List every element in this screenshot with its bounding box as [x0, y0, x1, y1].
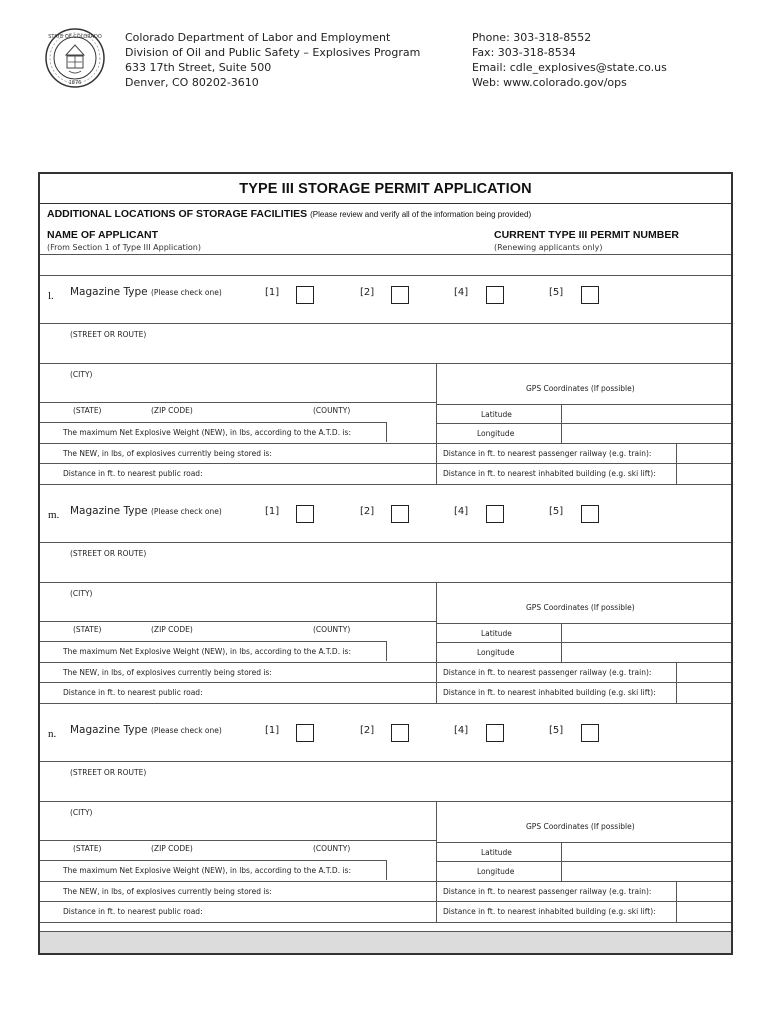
- option-1-label: [1]: [265, 287, 280, 298]
- agency-contact: [472, 30, 667, 90]
- option-5-label: [5]: [549, 725, 564, 736]
- latitude-label: Latitude: [481, 848, 512, 857]
- storage-location-block: [40, 277, 731, 496]
- inhabited-distance-label: Distance in ft. to nearest inhabited building (e.g. ski lift):: [443, 907, 656, 916]
- location-index: m.: [48, 509, 60, 521]
- location-index: l.: [48, 290, 54, 302]
- max-new-label: The maximum Net Explosive Weight (NEW), in lbs, according to the A.T.D. is:: [63, 647, 351, 656]
- county-label: (COUNTY): [313, 625, 351, 634]
- railway-distance-label: Distance in ft. to nearest passenger railway (e.g. train):: [443, 887, 652, 896]
- agency-city: Denver, CO 80202-3610: [125, 76, 259, 89]
- magazine-type-note: (Please check one): [150, 726, 222, 735]
- new-stored-label: The NEW, in lbs, of explosives currently being stored is:: [63, 887, 272, 896]
- magazine-type-5-checkbox[interactable]: [581, 505, 599, 523]
- zip-label: (ZIP CODE): [151, 844, 193, 853]
- magazine-type-2-checkbox[interactable]: [391, 505, 409, 523]
- inhabited-distance-label: Distance in ft. to nearest inhabited building (e.g. ski lift):: [443, 688, 656, 697]
- state-label: (STATE): [73, 625, 102, 634]
- new-stored-label: The NEW, in lbs, of explosives currently being stored is:: [63, 449, 272, 458]
- public-road-distance-label: Distance in ft. to nearest public road:: [63, 688, 203, 697]
- option-2-label: [2]: [360, 506, 375, 517]
- magazine-type-text: Magazine Type: [70, 286, 148, 298]
- magazine-type-label: [70, 724, 222, 736]
- magazine-type-4-checkbox[interactable]: [486, 505, 504, 523]
- magazine-type-1-checkbox[interactable]: [296, 505, 314, 523]
- form-title: TYPE III STORAGE PERMIT APPLICATION: [40, 174, 731, 204]
- name-of-applicant-note: (From Section 1 of Type III Application): [47, 243, 201, 252]
- street-label: (STREET OR ROUTE): [70, 330, 147, 339]
- longitude-label: Longitude: [477, 429, 515, 438]
- longitude-label: Longitude: [477, 867, 515, 876]
- contact-web: Web: www.colorado.gov/ops: [472, 76, 627, 89]
- inhabited-distance-label: Distance in ft. to nearest inhabited building (e.g. ski lift):: [443, 469, 656, 478]
- gps-label: GPS Coordinates (If possible): [526, 603, 635, 612]
- magazine-type-1-checkbox[interactable]: [296, 286, 314, 304]
- magazine-type-4-checkbox[interactable]: [486, 724, 504, 742]
- magazine-type-2-checkbox[interactable]: [391, 286, 409, 304]
- agency-address: [125, 30, 420, 90]
- option-1-label: [1]: [265, 506, 280, 517]
- zip-label: (ZIP CODE): [151, 406, 193, 415]
- contact-phone: Phone: 303-318-8552: [472, 31, 592, 44]
- magazine-type-5-checkbox[interactable]: [581, 286, 599, 304]
- county-label: (COUNTY): [313, 844, 351, 853]
- colorado-state-seal-icon: [44, 27, 106, 89]
- longitude-label: Longitude: [477, 648, 515, 657]
- magazine-type-1-checkbox[interactable]: [296, 724, 314, 742]
- public-road-distance-label: Distance in ft. to nearest public road:: [63, 469, 203, 478]
- option-1-label: [1]: [265, 725, 280, 736]
- option-2-label: [2]: [360, 287, 375, 298]
- city-label: (CITY): [70, 370, 93, 379]
- permit-number-label: CURRENT TYPE III PERMIT NUMBER: [494, 229, 679, 241]
- magazine-type-text: Magazine Type: [70, 724, 148, 736]
- permit-form: [38, 172, 733, 955]
- location-index: n.: [48, 728, 57, 740]
- magazine-type-label: [70, 505, 222, 517]
- applicant-input-row[interactable]: [40, 254, 731, 276]
- storage-location-block: [40, 715, 731, 934]
- new-stored-label: The NEW, in lbs, of explosives currently being stored is:: [63, 668, 272, 677]
- option-4-label: [4]: [454, 287, 469, 298]
- magazine-type-label: [70, 286, 222, 298]
- public-road-distance-label: Distance in ft. to nearest public road:: [63, 907, 203, 916]
- svg-text:STATE OF COLORADO: STATE OF COLORADO: [48, 34, 102, 40]
- city-label: (CITY): [70, 589, 93, 598]
- gps-label: GPS Coordinates (If possible): [526, 822, 635, 831]
- max-new-label: The maximum Net Explosive Weight (NEW), in lbs, according to the A.T.D. is:: [63, 428, 351, 437]
- permit-number-note: (Renewing applicants only): [494, 243, 603, 252]
- gps-label: GPS Coordinates (If possible): [526, 384, 635, 393]
- agency-name: Colorado Department of Labor and Employment: [125, 31, 391, 44]
- option-2-label: [2]: [360, 725, 375, 736]
- magazine-type-text: Magazine Type: [70, 505, 148, 517]
- agency-street: 633 17th Street, Suite 500: [125, 61, 272, 74]
- contact-email: Email: cdle_explosives@state.co.us: [472, 61, 667, 74]
- street-label: (STREET OR ROUTE): [70, 549, 147, 558]
- city-label: (CITY): [70, 808, 93, 817]
- option-5-label: [5]: [549, 287, 564, 298]
- street-label: (STREET OR ROUTE): [70, 768, 147, 777]
- magazine-type-4-checkbox[interactable]: [486, 286, 504, 304]
- railway-distance-label: Distance in ft. to nearest passenger railway (e.g. train):: [443, 668, 652, 677]
- magazine-type-note: (Please check one): [150, 507, 222, 516]
- name-of-applicant-label: NAME OF APPLICANT: [47, 229, 159, 241]
- railway-distance-label: Distance in ft. to nearest passenger railway (e.g. train):: [443, 449, 652, 458]
- state-label: (STATE): [73, 844, 102, 853]
- magazine-type-note: (Please check one): [150, 288, 222, 297]
- letterhead: [0, 0, 770, 110]
- form-footer-bar: [40, 931, 731, 953]
- agency-division: Division of Oil and Public Safety – Explosives Program: [125, 46, 421, 59]
- section-title: ADDITIONAL LOCATIONS OF STORAGE FACILITIES: [47, 208, 308, 220]
- magazine-type-5-checkbox[interactable]: [581, 724, 599, 742]
- latitude-label: Latitude: [481, 410, 512, 419]
- zip-label: (ZIP CODE): [151, 625, 193, 634]
- svg-text:1876: 1876: [68, 80, 82, 86]
- storage-location-block: [40, 496, 731, 715]
- option-4-label: [4]: [454, 506, 469, 517]
- contact-fax: Fax: 303-318-8534: [472, 46, 576, 59]
- county-label: (COUNTY): [313, 406, 351, 415]
- option-5-label: [5]: [549, 506, 564, 517]
- option-4-label: [4]: [454, 725, 469, 736]
- section-heading: [47, 208, 531, 220]
- section-note: (Please review and verify all of the information being provided): [310, 210, 532, 219]
- magazine-type-2-checkbox[interactable]: [391, 724, 409, 742]
- latitude-label: Latitude: [481, 629, 512, 638]
- max-new-label: The maximum Net Explosive Weight (NEW), in lbs, according to the A.T.D. is:: [63, 866, 351, 875]
- state-label: (STATE): [73, 406, 102, 415]
